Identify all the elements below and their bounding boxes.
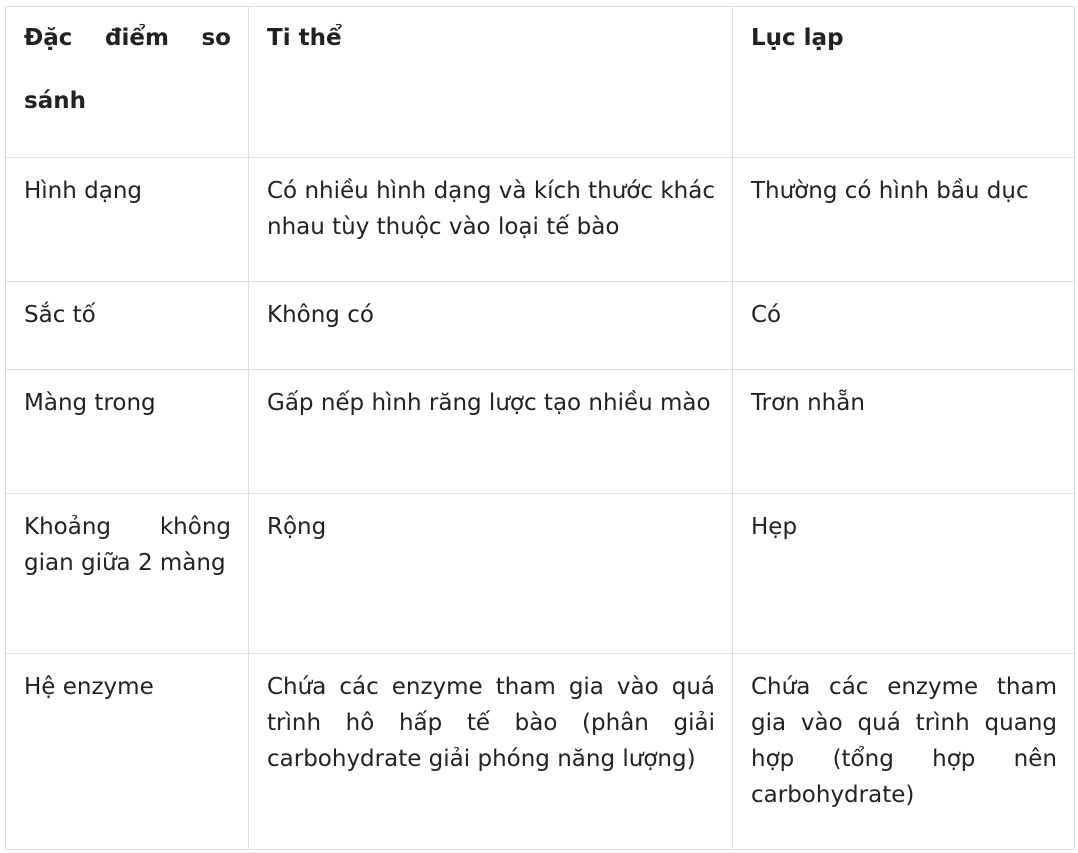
header-chloroplast-text: Lục lạp xyxy=(751,25,844,51)
comparison-table xyxy=(5,6,1075,850)
cell-text: Trơn nhẵn xyxy=(751,390,865,416)
table-row xyxy=(6,282,1075,370)
table-cell xyxy=(249,494,733,654)
cell-text: Hệ enzyme xyxy=(24,674,154,700)
header-feature-text: Đặc điểm so sánh xyxy=(24,25,231,114)
table-row xyxy=(6,158,1075,282)
table-cell xyxy=(6,654,249,850)
table-header-row xyxy=(6,7,1075,158)
cell-text: Khoảng không gian giữa 2 màng xyxy=(24,514,231,576)
table-cell xyxy=(733,158,1075,282)
cell-text: Hình dạng xyxy=(24,178,143,204)
table-cell xyxy=(249,158,733,282)
table-cell xyxy=(6,494,249,654)
table-cell xyxy=(249,654,733,850)
cell-text: Rộng xyxy=(267,514,327,540)
table-row xyxy=(6,370,1075,494)
header-cell-feature xyxy=(6,7,249,158)
table-cell xyxy=(733,370,1075,494)
table-row xyxy=(6,494,1075,654)
header-cell-mitochondria xyxy=(249,7,733,158)
table-cell xyxy=(733,282,1075,370)
cell-text: Sắc tố xyxy=(24,302,96,328)
table-cell xyxy=(733,654,1075,850)
table-cell xyxy=(249,370,733,494)
cell-text: Chứa các enzyme tham gia vào quá trình quang hợp (tổng hợp nên carbohydrate) xyxy=(751,674,1057,808)
table-cell xyxy=(249,282,733,370)
table-cell xyxy=(733,494,1075,654)
cell-text: Không có xyxy=(267,302,374,328)
cell-text: Có xyxy=(751,302,782,328)
table-cell xyxy=(6,158,249,282)
cell-text: Hẹp xyxy=(751,514,798,540)
cell-text: Chứa các enzyme tham gia vào quá trình hô hấp tế bào (phân giải carbohydrate giải phóng năng lượng) xyxy=(267,674,715,772)
cell-text: Thường có hình bầu dục xyxy=(751,178,1029,204)
table-row xyxy=(6,654,1075,850)
cell-text: Có nhiều hình dạng và kích thước khác nhau tùy thuộc vào loại tế bào xyxy=(267,178,715,240)
table-cell xyxy=(6,370,249,494)
cell-text: Gấp nếp hình răng lược tạo nhiều mào xyxy=(267,390,711,416)
header-mitochondria-text: Ti thể xyxy=(267,25,342,51)
header-cell-chloroplast xyxy=(733,7,1075,158)
cell-text: Màng trong xyxy=(24,390,156,416)
table-cell xyxy=(6,282,249,370)
